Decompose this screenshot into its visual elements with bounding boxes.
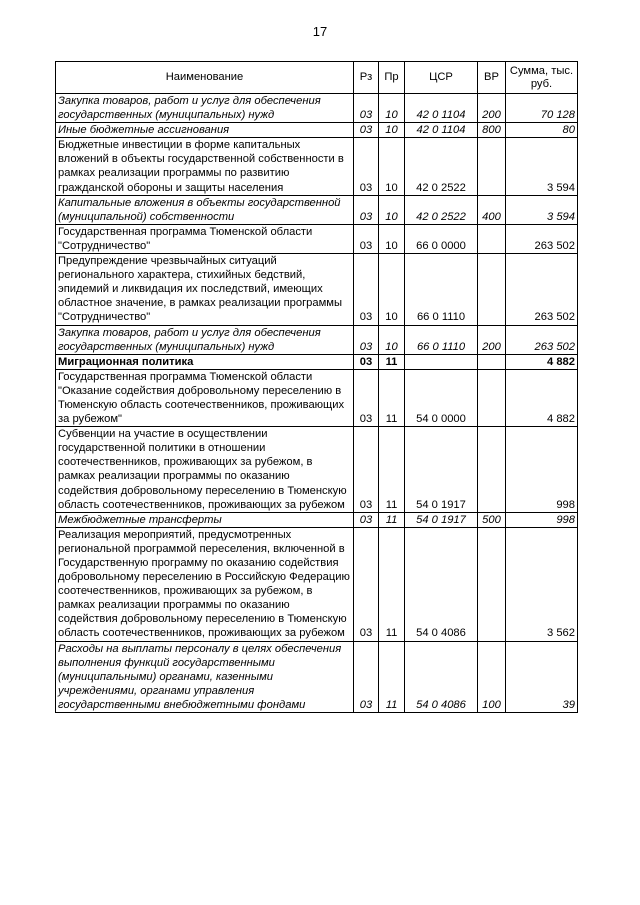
row-vr [478,369,506,426]
header-pr: Пр [379,62,405,94]
header-rz: Рз [354,62,379,94]
row-rz: 03 [354,527,379,641]
table-row [56,512,578,527]
row-rz: 03 [354,123,379,138]
row-name: Иные бюджетные ассигнования [56,123,354,138]
row-rz: 03 [354,224,379,253]
row-csr: 42 0 2522 [405,195,478,224]
row-name: Закупка товаров, работ и услуг для обеспечения государственных (муниципальных) нужд [56,94,354,123]
budget-table [55,61,578,713]
row-rz: 03 [354,354,379,369]
row-sum: 3 562 [506,527,578,641]
row-sum: 998 [506,512,578,527]
table-row [56,138,578,195]
row-pr: 10 [379,254,405,325]
page-number: 17 [312,24,328,39]
row-rz: 03 [354,94,379,123]
table-row [56,195,578,224]
row-vr: 200 [478,325,506,354]
row-sum: 3 594 [506,195,578,224]
table-row [56,641,578,712]
row-sum: 70 128 [506,94,578,123]
table-row [56,94,578,123]
row-name: Миграционная политика [56,354,354,369]
row-rz: 03 [354,325,379,354]
row-pr: 11 [379,369,405,426]
row-pr: 10 [379,94,405,123]
row-vr: 200 [478,94,506,123]
row-sum: 4 882 [506,369,578,426]
row-vr: 100 [478,641,506,712]
header-name: Наименование [56,62,354,94]
row-csr: 54 0 1917 [405,512,478,527]
row-csr: 42 0 1104 [405,94,478,123]
row-csr [405,354,478,369]
row-pr: 11 [379,512,405,527]
header-vr: ВР [478,62,506,94]
row-pr: 10 [379,224,405,253]
header-sum: Сумма, тыс. руб. [506,62,578,94]
header-csr: ЦСР [405,62,478,94]
row-name: Бюджетные инвестиции в форме капитальных вложений в объекты государственной собственности в рамках реализации программы по развитию гражданской обороны и защиты населения [56,138,354,195]
row-vr [478,354,506,369]
row-vr: 400 [478,195,506,224]
row-vr [478,138,506,195]
row-sum: 263 502 [506,224,578,253]
row-vr [478,527,506,641]
row-vr [478,254,506,325]
row-name: Государственная программа Тюменской области "Сотрудничество" [56,224,354,253]
row-csr: 42 0 2522 [405,138,478,195]
row-sum: 4 882 [506,354,578,369]
row-csr: 54 0 4086 [405,641,478,712]
row-vr [478,427,506,513]
table-row [56,224,578,253]
row-rz: 03 [354,254,379,325]
row-vr [478,224,506,253]
row-csr: 54 0 1917 [405,427,478,513]
row-rz: 03 [354,138,379,195]
row-sum: 263 502 [506,254,578,325]
row-sum: 998 [506,427,578,513]
row-name: Расходы на выплаты персоналу в целях обеспечения выполнения функций государственными (муниципальными) органами, казенными учреждениями, органами управления государственными внебюджетными фондами [56,641,354,712]
table-row [56,427,578,513]
row-sum: 39 [506,641,578,712]
row-csr: 66 0 1110 [405,325,478,354]
row-rz: 03 [354,427,379,513]
row-csr: 66 0 1110 [405,254,478,325]
row-csr: 54 0 0000 [405,369,478,426]
row-sum: 263 502 [506,325,578,354]
row-name: Межбюджетные трансферты [56,512,354,527]
row-name: Государственная программа Тюменской области "Оказание содействия добровольному переселению в Тюменскую область соотечественников, проживающих за рубежом" [56,369,354,426]
row-pr: 10 [379,325,405,354]
row-rz: 03 [354,512,379,527]
row-name: Предупреждение чрезвычайных ситуаций регионального характера, стихийных бедствий, эпидемий и ликвидация их последствий, имеющих областное значение, в рамках реализации программы "Сотрудничество" [56,254,354,325]
row-csr: 66 0 0000 [405,224,478,253]
row-csr: 42 0 1104 [405,123,478,138]
table-row [56,123,578,138]
row-name: Реализация мероприятий, предусмотренных региональной программой переселения, включенной в Государственную программу по оказанию содействия добровольному переселению в Российскую Федерацию соотечественников, проживающих за рубежом, в рамках реализации программы по оказанию содействия добровольному переселению в Тюменскую область соотечественников, проживающих за рубежом [56,527,354,641]
table-row [56,325,578,354]
row-pr: 11 [379,527,405,641]
row-vr: 500 [478,512,506,527]
row-csr: 54 0 4086 [405,527,478,641]
row-name: Субвенции на участие в осуществлении государственной политики в отношении соотечественников, проживающих за рубежом, в рамках реализации программы по оказанию содействия добровольному переселению в Тюменскую область соотечественников, проживающих за рубежом [56,427,354,513]
row-sum: 80 [506,123,578,138]
row-pr: 11 [379,641,405,712]
row-vr: 800 [478,123,506,138]
row-pr: 10 [379,138,405,195]
row-rz: 03 [354,369,379,426]
row-sum: 3 594 [506,138,578,195]
row-name: Капитальные вложения в объекты государственной (муниципальной) собственности [56,195,354,224]
row-pr: 10 [379,123,405,138]
row-pr: 10 [379,195,405,224]
table-row [56,369,578,426]
table-row [56,254,578,325]
row-pr: 11 [379,354,405,369]
table-row [56,354,578,369]
row-name: Закупка товаров, работ и услуг для обеспечения государственных (муниципальных) нужд [56,325,354,354]
row-pr: 11 [379,427,405,513]
row-rz: 03 [354,641,379,712]
table-row [56,527,578,641]
table-header-row [56,62,578,94]
row-rz: 03 [354,195,379,224]
